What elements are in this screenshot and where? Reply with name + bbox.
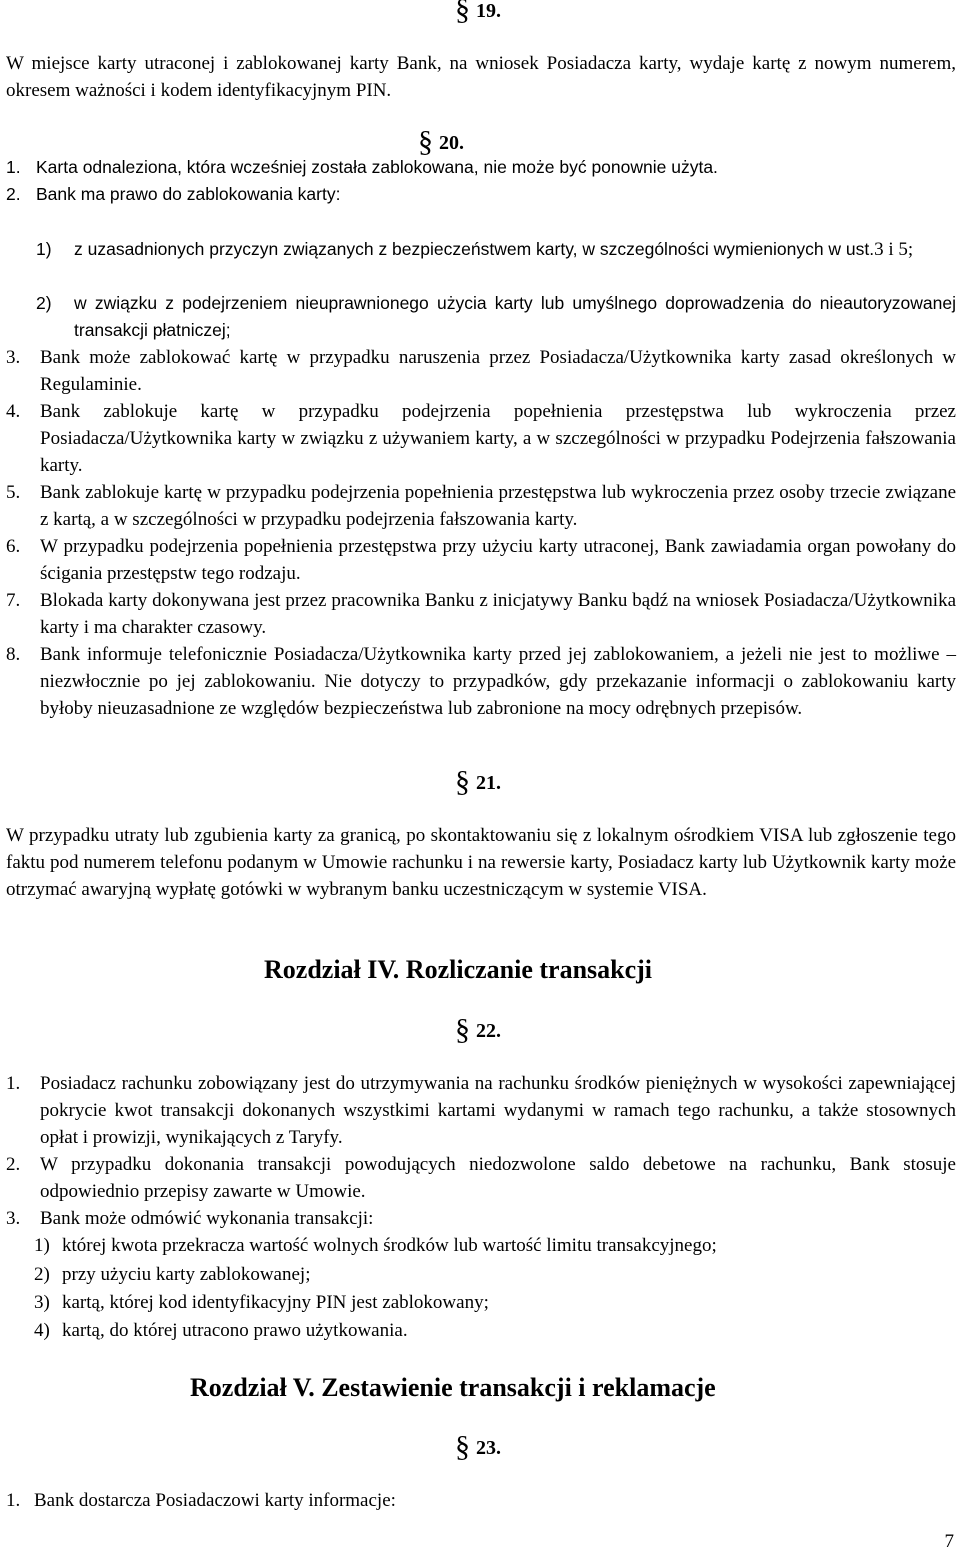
page-number: 7 (944, 1531, 954, 1552)
sub-list-item (36, 290, 956, 344)
list-item (6, 479, 956, 533)
sub-list-item (34, 1317, 954, 1344)
item-text: W przypadku podejrzenia popełnienia przestępstwa przy użyciu karty utraconej, Bank zawiadamia organ powołany do ścigania przestępstw tego rodzaju. (40, 536, 956, 584)
item-text: Bank może zablokować kartę w przypadku naruszenia przez Posiadacza/Użytkownika karty zasad określonych w Regulaminie. (40, 347, 956, 395)
item-text: Bank informuje telefonicznie Posiadacza/Użytkownika karty przed jej zablokowaniem, a jeżeli nie jest to możliwe – niezwłocznie po jej zablokowaniu. Nie dotyczy to przypadków, gdy przekazanie informacji o zablokowaniu karty byłoby nieuzasadnione ze względów bezpieczeństwa lub zabronione na mocy odrębnych przepisów. (40, 644, 956, 719)
item-number: 3) (34, 1292, 50, 1313)
section-heading-23 (455, 1430, 501, 1463)
list-item (6, 1205, 956, 1232)
item-text: Bank może odmówić wykonania transakcji: (40, 1208, 374, 1229)
item-text: Bank ma prawo do zablokowania karty: (36, 184, 341, 204)
list-item (6, 1070, 956, 1151)
section-symbol: § (455, 1013, 470, 1046)
section-symbol: § (418, 125, 433, 158)
list-item (6, 398, 956, 479)
item-number: 1. (6, 157, 21, 177)
item-number: 2) (34, 1264, 50, 1285)
list-item (6, 154, 956, 181)
section-number: 22. (476, 1020, 501, 1042)
item-number: 7. (6, 590, 21, 611)
sub-list-item (34, 1289, 954, 1316)
item-text: Bank zablokuje kartę w przypadku podejrzenia popełnienia przestępstwa lub wykroczenia przez osoby trzecie związane z kartą, a w szczególności w przypadku podejrzenia fałszowania karty. (40, 482, 956, 530)
item-text: kartą, do której utracono prawo użytkowania. (62, 1320, 408, 1341)
item-text: Karta odnaleziona, która wcześniej została zablokowana, nie może być ponownie użyta. (36, 157, 718, 177)
section-heading-21 (455, 765, 501, 798)
section-number: 20. (439, 132, 464, 154)
sub-list-item (34, 1232, 954, 1259)
item-text: Bank zablokuje kartę w przypadku podejrzenia popełnienia przestępstwa lub wykroczenia przez Posiadacza/Użytkownika karty w związku z używaniem karty, a w szczególności w przypadku Podejrzenia fałszowania karty. (40, 401, 956, 476)
list-item (6, 344, 956, 398)
item-text: Blokada karty dokonywana jest przez pracownika Banku z inicjatywy Banku bądź na wniosek Posiadacza/Użytkownika karty i ma charakter czasowy. (40, 590, 956, 638)
item-text: Bank dostarcza Posiadaczowi karty informacje: (34, 1490, 396, 1511)
paragraph-21: W przypadku utraty lub zgubienia karty za granicą, po skontaktowaniu się z lokalnym ośrodkiem VISA lub zgłoszenie tego faktu pod numerem telefonu podanym w Umowie rachunku i na rewersie karty, Posiadacz karty lub Użytkownik karty może otrzymać awaryjną wypłatę gotówki w wybranym banku uczestniczącym w systemie VISA. (6, 825, 956, 900)
chapter-heading-5: Rozdział V. Zestawienie transakcji i reklamacje (190, 1373, 716, 1402)
item-number: 4. (6, 401, 21, 422)
item-number: 3. (6, 1208, 21, 1229)
paragraph-19: W miejsce karty utraconej i zablokowanej karty Bank, na wniosek Posiadacza karty, wydaje kartę z nowym numerem, okresem ważności i kodem identyfikacyjnym PIN. (6, 53, 956, 101)
item-number: 1. (6, 1073, 21, 1094)
list-item (6, 587, 956, 641)
section-symbol: § (455, 0, 470, 26)
item-number: 2) (36, 293, 52, 313)
list-item (6, 533, 956, 587)
item-text: Posiadacz rachunku zobowiązany jest do utrzymywania na rachunku środków pieniężnych w wysokości zapewniającej pokrycie kwot transakcji dokonanych wszystkimi kartami wydanymi w ramach tego rachunku, a także stosownych opłat i prowizji, wynikających z Taryfy. (40, 1073, 956, 1148)
chapter-heading-4: Rozdział IV. Rozliczanie transakcji (264, 955, 653, 984)
section-heading-20 (418, 125, 464, 158)
item-text: przy użyciu karty zablokowanej; (62, 1264, 311, 1285)
section-heading-19 (455, 0, 501, 25)
list-item (6, 641, 956, 722)
section-number: 19. (476, 0, 501, 22)
item-number: 2. (6, 1154, 21, 1175)
item-text: W przypadku dokonania transakcji powodujących niedozwolone saldo debetowe na rachunku, Bank stosuje odpowiednio przepisy zawarte w Umowie. (40, 1154, 956, 1202)
item-number: 4) (34, 1320, 50, 1341)
item-number: 6. (6, 536, 21, 557)
sub-list-item (36, 236, 956, 263)
item-number: 1) (34, 1235, 50, 1256)
item-number: 1) (36, 239, 52, 259)
list-item (6, 181, 956, 208)
item-number: 8. (6, 644, 21, 665)
section-heading-22 (455, 1013, 501, 1046)
section-number: 23. (476, 1437, 501, 1459)
item-number: 1. (6, 1490, 21, 1511)
item-text: w związku z podejrzeniem nieuprawnionego użycia karty lub umyślnego doprowadzenia do nieautoryzowanej transakcji płatniczej; (74, 293, 956, 340)
list-item (6, 1151, 956, 1205)
item-text: kartą, której kod identyfikacyjny PIN jest zablokowany; (62, 1292, 489, 1313)
item-text: której kwota przekracza wartość wolnych środków lub wartość limitu transakcyjnego; (62, 1235, 717, 1256)
sub-list-item (34, 1261, 954, 1288)
item-number: 2. (6, 184, 21, 204)
section-symbol: § (455, 1430, 470, 1463)
item-text: z uzasadnionych przyczyn związanych z bezpieczeństwem karty, w szczególności wymienionych w ust.3 i 5; (74, 239, 914, 260)
list-item (6, 1487, 956, 1514)
item-number: 5. (6, 482, 21, 503)
section-symbol: § (455, 765, 470, 798)
item-number: 3. (6, 347, 21, 368)
section-number: 21. (476, 772, 501, 794)
